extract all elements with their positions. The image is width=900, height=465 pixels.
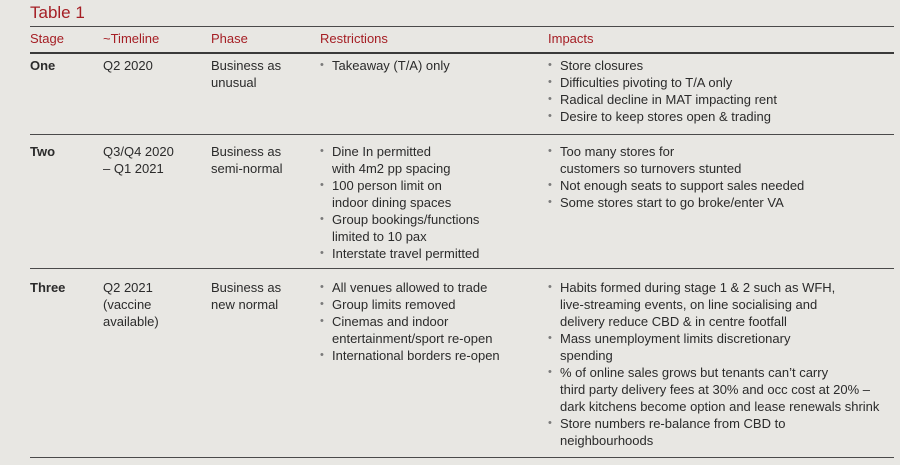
- header-phase: Phase: [211, 31, 248, 46]
- bottom-rule: [30, 457, 894, 458]
- restriction-line: • Cinemas and indoor: [332, 314, 449, 329]
- phase-line: Business as: [211, 280, 282, 295]
- restriction-line: • 100 person limit on: [332, 178, 442, 193]
- header-stage: Stage: [30, 31, 64, 46]
- restriction-line: entertainment/sport re-open: [332, 331, 493, 346]
- restriction-item: [320, 177, 479, 211]
- impact-line: • Some stores start to go broke/enter VA: [560, 195, 784, 210]
- timeline-line: available): [103, 314, 159, 329]
- restriction-line: • Dine In permitted: [332, 144, 431, 159]
- header-impacts: Impacts: [548, 31, 594, 46]
- impact-line: • Store numbers re-balance from CBD to: [560, 416, 786, 431]
- impact-line: • Mass unemployment limits discretionary: [560, 331, 791, 346]
- stage-cell: One: [30, 58, 56, 73]
- impact-line: third party delivery fees at 30% and occ cost at 20% –: [560, 382, 871, 397]
- timeline-line: Q2 2021: [103, 280, 153, 295]
- row-divider: [30, 268, 894, 269]
- impact-item: [548, 74, 777, 91]
- impacts-list: [548, 143, 804, 211]
- impact-line: delivery reduce CBD & in centre footfall: [560, 314, 787, 329]
- restriction-line: limited to 10 pax: [332, 229, 427, 244]
- timeline-line: (vaccine: [103, 297, 152, 312]
- row-divider: [30, 134, 894, 135]
- impact-line: • Store closures: [560, 58, 644, 73]
- restriction-line: • International borders re-open: [332, 348, 500, 363]
- impact-item: [548, 143, 804, 177]
- restriction-item: [320, 347, 500, 364]
- restriction-item: [320, 279, 500, 296]
- restriction-line: • All venues allowed to trade: [332, 280, 488, 295]
- impact-item: [548, 91, 777, 108]
- stage-cell: Two: [30, 144, 56, 159]
- phase-cell: [211, 279, 281, 313]
- restrictions-list: [320, 279, 500, 364]
- timeline-cell: [103, 143, 174, 177]
- impact-item: [548, 330, 879, 364]
- timeline-cell: [103, 57, 153, 74]
- restriction-line: • Group bookings/functions: [332, 212, 480, 227]
- impact-line: • Too many stores for: [560, 144, 675, 159]
- restrictions-list: [320, 57, 450, 74]
- header-rule: [30, 52, 894, 54]
- impact-item: [548, 108, 777, 125]
- impact-item: [548, 364, 879, 415]
- impact-line: customers so turnovers stunted: [560, 161, 742, 176]
- restrictions-list: [320, 143, 479, 262]
- impacts-list: [548, 279, 879, 449]
- header-restrictions: Restrictions: [320, 31, 388, 46]
- timeline-cell: [103, 279, 159, 330]
- impact-item: [548, 177, 804, 194]
- impact-item: [548, 279, 879, 330]
- timeline-line: – Q1 2021: [103, 161, 164, 176]
- impact-line: spending: [560, 348, 613, 363]
- phase-cell: [211, 143, 283, 177]
- impact-line: dark kitchens become option and lease renewals shrink: [560, 399, 880, 414]
- header-timeline: ~Timeline: [103, 31, 160, 46]
- restriction-item: [320, 313, 500, 347]
- impact-line: • Difficulties pivoting to T/A only: [560, 75, 733, 90]
- timeline-line: Q3/Q4 2020: [103, 144, 174, 159]
- restriction-item: [320, 296, 500, 313]
- impact-line: • Desire to keep stores open & trading: [560, 109, 772, 124]
- phase-cell: [211, 57, 281, 91]
- timeline-line: Q2 2020: [103, 58, 153, 73]
- impact-item: [548, 194, 804, 211]
- impact-line: • % of online sales grows but tenants can’t carry: [560, 365, 829, 380]
- impact-item: [548, 57, 777, 74]
- restriction-line: • Takeaway (T/A) only: [332, 58, 450, 73]
- impact-line: • Radical decline in MAT impacting rent: [560, 92, 778, 107]
- restriction-line: • Group limits removed: [332, 297, 456, 312]
- impact-item: [548, 415, 879, 449]
- top-rule: [30, 26, 894, 27]
- table-title: Table 1: [30, 3, 85, 22]
- impact-line: • Not enough seats to support sales needed: [560, 178, 805, 193]
- phase-line: semi-normal: [211, 161, 283, 176]
- impact-line: neighbourhoods: [560, 433, 654, 448]
- restriction-item: [320, 245, 479, 262]
- restriction-line: with 4m2 pp spacing: [332, 161, 451, 176]
- restriction-item: [320, 211, 479, 245]
- impact-line: live-streaming events, on line socialising and: [560, 297, 818, 312]
- restriction-item: [320, 57, 450, 74]
- stage-cell: Three: [30, 280, 66, 295]
- impacts-list: [548, 57, 777, 125]
- impact-line: • Habits formed during stage 1 & 2 such as WFH,: [560, 280, 836, 295]
- phase-line: Business as: [211, 58, 282, 73]
- phase-line: unusual: [211, 75, 257, 90]
- phase-line: new normal: [211, 297, 279, 312]
- restriction-line: indoor dining spaces: [332, 195, 452, 210]
- restriction-item: [320, 143, 479, 177]
- phase-line: Business as: [211, 144, 282, 159]
- restriction-line: • Interstate travel permitted: [332, 246, 480, 261]
